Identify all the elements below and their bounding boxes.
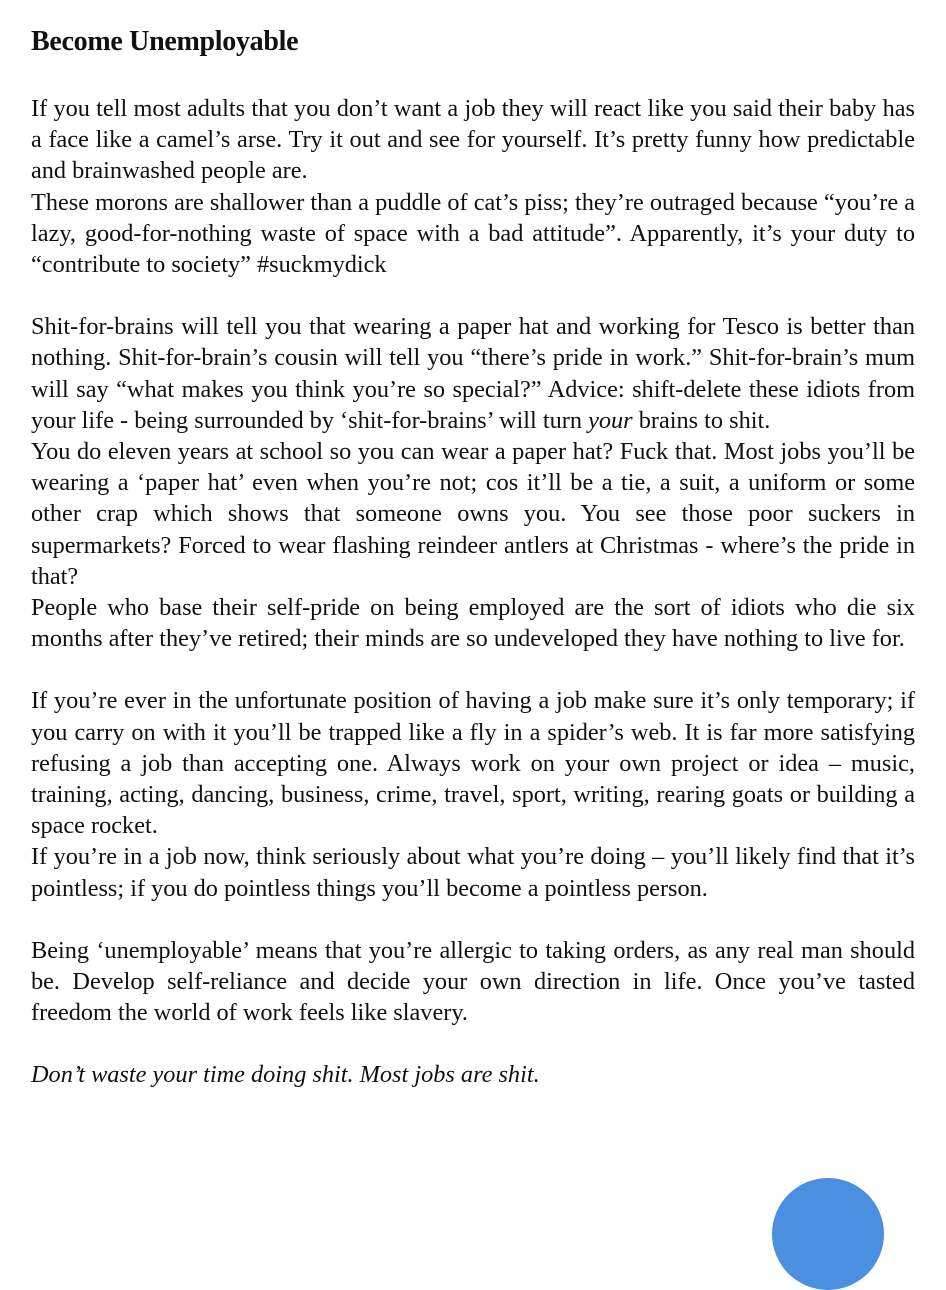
paragraph: If you’re in a job now, think seriously about what you’re doing – you’ll likely find that it’s pointless; if you do pointless things you’ll become a pointless person.: [31, 843, 915, 902]
document-page: [31, 22, 915, 1091]
paragraph: These morons are shallower than a puddle of cat’s piss; they’re outraged because “you’re a lazy, good-for-nothing waste of space with a bad attitude”. Apparently, it’s your duty to “contribute to society” #suckmydick: [31, 188, 915, 279]
section-2: [31, 311, 915, 654]
section-3: [31, 685, 915, 903]
paragraph: If you tell most adults that you don’t want a job they will react like you said their baby has a face like a camel’s arse. Try it out and see for yourself. It’s pretty funny how predictable and brainwashed people are.: [31, 95, 915, 185]
paragraph-gap: [31, 654, 915, 685]
paragraph: You do eleven years at school so you can wear a paper hat? Fuck that. Most jobs you’ll be wearing a ‘paper hat’ even when you’re not; cos it’ll be a tie, a suit, a uniform or some other crap which shows that someone owns you. You see those poor suckers in supermarkets? Forced to wear flashing reindeer antlers at Christmas - where’s the pride in that?: [31, 438, 915, 590]
paragraph-gap: [31, 280, 915, 311]
emphasized-word: your: [588, 406, 633, 434]
paragraph-text: Shit-for-brains will tell you that wearing a paper hat and working for Tesco is better than nothing. Shit-for-brain’s cousin will tell you “there’s pride in work.” Shit-for-brain’s mum will say “what makes you think you’re so special?” Advice: shift-delete these idiots from your life - being surrounded by ‘shit-for-brains’ will turn: [31, 313, 915, 434]
section-4: [31, 935, 915, 1029]
paragraph: If you’re ever in the unfortunate position of having a job make sure it’s only temporary; if you carry on with it you’ll be trapped like a fly in a spider’s web. It is far more satisfying refusing a job than accepting one. Always work on your own project or idea – music, training, acting, dancing, business, crime, travel, sport, writing, rearing goats or building a space rocket.: [31, 687, 915, 840]
paragraph-text: brains to shit.: [638, 406, 771, 434]
paragraph-gap: [31, 1028, 915, 1059]
paragraph: Being ‘unemployable’ means that you’re allergic to taking orders, as any real man should be. Develop self-reliance and decide your own direction in life. Once you’ve tasted freedom the world of work feels like slavery.: [31, 936, 915, 1027]
paragraph: [31, 311, 915, 436]
floating-action-button[interactable]: [772, 1178, 884, 1290]
section-1: [31, 93, 915, 280]
document-title: Become Unemployable: [31, 26, 299, 57]
paragraph-gap: [31, 904, 915, 935]
closing-line: Don’t waste your time doing shit. Most jobs are shit.: [31, 1061, 540, 1089]
paragraph: People who base their self-pride on being employed are the sort of idiots who die six months after they’ve retired; their minds are so undeveloped they have nothing to live for.: [31, 594, 915, 653]
